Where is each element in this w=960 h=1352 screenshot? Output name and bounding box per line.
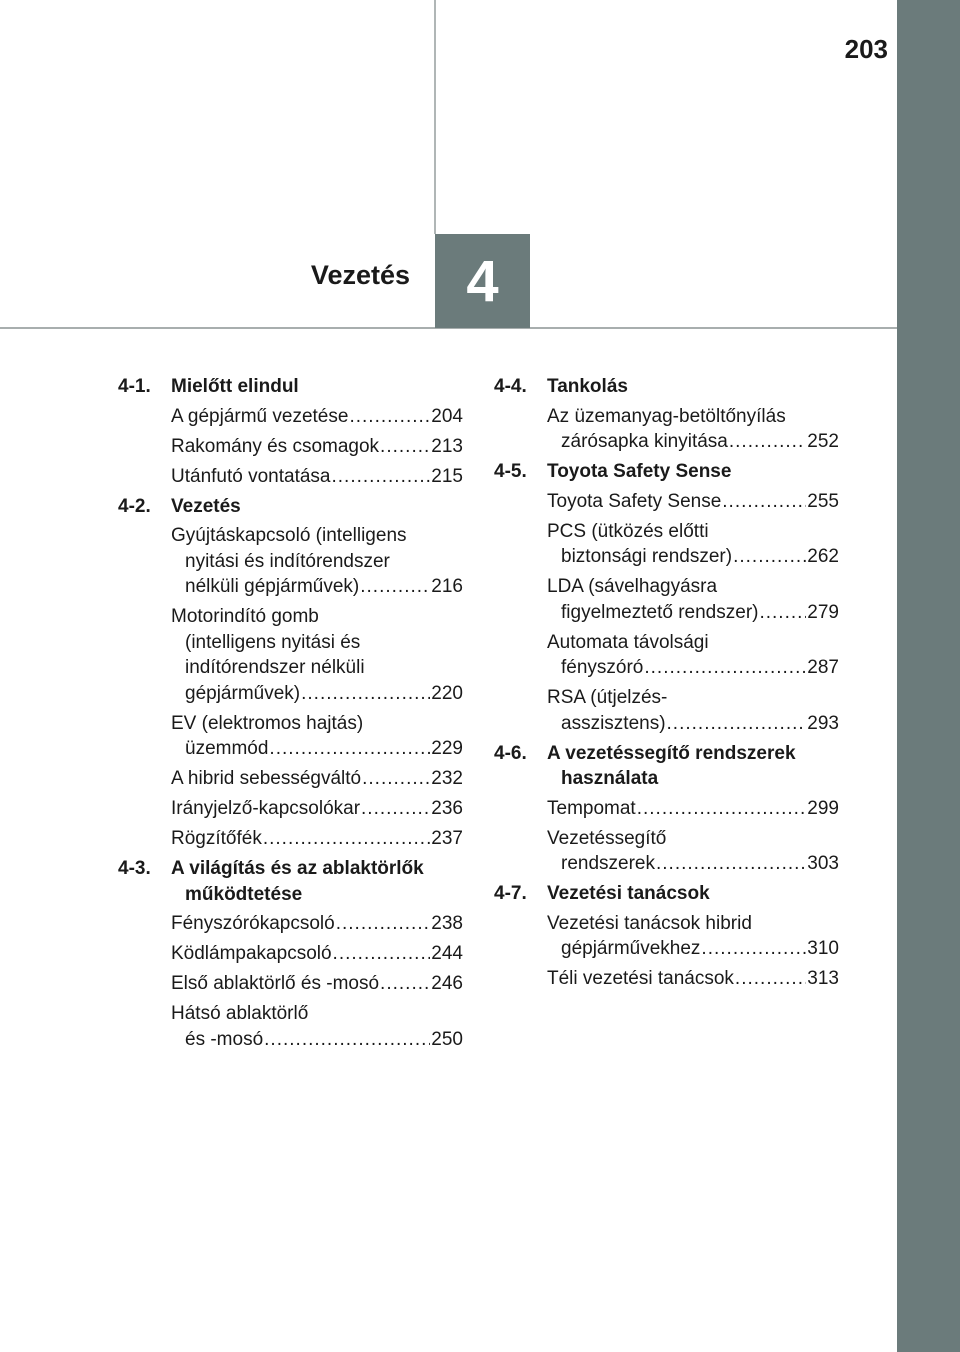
section-title-line: Vezetési tanácsok <box>547 883 710 904</box>
entry-page-number: 313 <box>807 968 839 989</box>
chapter-number: 4 <box>466 248 499 314</box>
section-number: 4-3. <box>118 858 151 879</box>
toc-entry[interactable] <box>171 464 463 490</box>
entry-text: PCS (ütközés előtti <box>547 520 709 542</box>
entry-text: (intelligens nyitási és <box>185 631 361 653</box>
toc-entry[interactable] <box>171 604 463 706</box>
section-title <box>547 374 839 400</box>
toc-section <box>494 741 839 877</box>
toc-entry[interactable] <box>547 826 839 877</box>
entry-last-line <box>547 489 839 515</box>
entry-text: Első ablaktörlő és -mosó <box>171 973 380 994</box>
leader-dots <box>362 766 430 792</box>
toc-right-column <box>494 374 839 996</box>
entry-text: Irányjelző-kapcsolókar <box>171 798 361 819</box>
section-heading <box>494 459 839 485</box>
entry-page-number: 238 <box>431 913 463 934</box>
entry-last-line <box>547 966 839 992</box>
entry-page-number: 244 <box>431 943 463 964</box>
entry-last-line <box>171 766 463 792</box>
leader-dots <box>722 489 806 515</box>
section-title-line: Vezetés <box>171 495 241 517</box>
leader-dots <box>263 826 430 852</box>
leader-dots <box>637 796 807 822</box>
entry-last-line <box>171 911 463 937</box>
entry-page-number: 250 <box>431 1028 463 1050</box>
toc-entry[interactable] <box>171 711 463 762</box>
section-title <box>547 741 839 792</box>
entry-text: LDA (sávelhagyásra <box>547 576 718 597</box>
section-heading <box>494 881 839 907</box>
entry-last-line <box>171 796 463 822</box>
entry-page-number: 310 <box>807 938 839 959</box>
entry-page-number: 204 <box>431 405 463 427</box>
entry-text: Tempomat <box>547 797 636 819</box>
entry-last-line <box>171 404 463 430</box>
side-tab-bar <box>897 0 960 1352</box>
leader-dots <box>656 851 806 877</box>
entry-text: Gyújtáskapcsoló (intelligens <box>171 525 407 546</box>
toc-entry[interactable] <box>171 434 463 460</box>
entry-text: RSA (útjelzés- <box>547 687 668 708</box>
leader-dots <box>361 796 430 822</box>
leader-dots <box>360 574 430 600</box>
chapter-number-box <box>435 234 530 328</box>
leader-dots <box>701 936 806 962</box>
leader-dots <box>735 966 806 992</box>
toc-entry[interactable] <box>547 685 839 736</box>
section-title-line: működtetése <box>185 883 303 905</box>
entry-page-number: 262 <box>807 546 839 567</box>
toc-entry[interactable] <box>547 519 839 570</box>
leader-dots <box>759 600 806 626</box>
entry-text: A hibrid sebességváltó <box>171 768 362 789</box>
entry-text: Ködlámpakapcsoló <box>171 943 332 964</box>
toc-entry[interactable] <box>171 766 463 792</box>
section-number: 4-5. <box>494 461 527 482</box>
leader-dots <box>301 681 430 707</box>
toc-section <box>118 494 463 852</box>
entry-last-line <box>547 851 839 877</box>
entry-text: Rakomány és csomagok <box>171 435 380 457</box>
section-title-line: Toyota Safety Sense <box>547 461 732 482</box>
section-title <box>171 494 463 520</box>
entry-page-number: 279 <box>807 601 839 623</box>
page-number: 203 <box>844 34 888 64</box>
entry-last-line <box>171 434 463 460</box>
section-title-line: A vezetéssegítő rendszerek <box>547 742 796 764</box>
entry-page-number: 299 <box>807 797 839 819</box>
entry-text: Toyota Safety Sense <box>547 490 722 512</box>
entry-last-line <box>171 1027 463 1053</box>
entry-last-line <box>171 464 463 490</box>
entry-text: nyitási és indítórendszer <box>185 550 390 572</box>
entry-last-line <box>547 544 839 570</box>
section-title <box>171 374 463 400</box>
section-number: 4-6. <box>494 742 527 764</box>
entry-text: asszisztens) <box>561 712 666 734</box>
toc-section <box>494 374 839 455</box>
entry-text: fényszóró <box>561 657 644 678</box>
leader-dots <box>349 404 430 430</box>
toc-entry[interactable] <box>547 966 839 992</box>
entry-page-number: 255 <box>807 490 839 512</box>
toc-entry[interactable] <box>171 911 463 937</box>
entry-text: EV (elektromos hajtás) <box>171 712 364 734</box>
leader-dots <box>264 1027 430 1053</box>
entry-text: Téli vezetési tanácsok <box>547 968 734 989</box>
entry-text: zárósapka kinyitása <box>561 431 728 452</box>
entry-last-line <box>171 574 463 600</box>
entry-page-number: 293 <box>807 712 839 734</box>
toc-entry[interactable] <box>547 489 839 515</box>
entry-last-line <box>547 711 839 737</box>
section-heading <box>494 374 839 400</box>
entry-last-line <box>171 736 463 762</box>
entry-page-number: 252 <box>807 431 839 452</box>
toc-section <box>118 374 463 489</box>
toc-entry[interactable] <box>547 574 839 625</box>
section-heading <box>494 741 839 792</box>
toc-entry[interactable] <box>547 630 839 681</box>
section-title-line: Mielőtt elindul <box>171 376 299 397</box>
entry-text: Fényszórókapcsoló <box>171 913 335 934</box>
section-number: 4-2. <box>118 495 151 517</box>
entry-text: gépjárművekhez <box>561 938 701 959</box>
entry-text: gépjárművek) <box>185 682 301 704</box>
entry-last-line <box>171 826 463 852</box>
section-number: 4-1. <box>118 376 151 397</box>
toc-entry[interactable] <box>547 796 839 822</box>
entry-page-number: 232 <box>431 768 463 789</box>
leader-dots <box>380 971 430 997</box>
entry-page-number: 287 <box>807 657 839 678</box>
leader-dots <box>269 736 430 762</box>
toc-entry[interactable] <box>171 971 463 997</box>
entry-last-line <box>547 600 839 626</box>
entry-text: és -mosó <box>185 1028 264 1050</box>
entry-text: biztonsági rendszer) <box>561 546 733 567</box>
entry-text: üzemmód <box>185 738 269 759</box>
entry-text: A gépjármű vezetése <box>171 405 349 427</box>
toc-entry[interactable] <box>171 523 463 600</box>
toc-entry[interactable] <box>171 1001 463 1052</box>
section-title <box>547 459 839 485</box>
toc-entry[interactable] <box>547 911 839 962</box>
toc-entry[interactable] <box>171 404 463 430</box>
section-number: 4-4. <box>494 376 527 397</box>
toc-entry[interactable] <box>171 796 463 822</box>
entry-last-line <box>171 681 463 707</box>
section-heading <box>118 856 463 907</box>
entry-last-line <box>171 971 463 997</box>
entry-text: Az üzemanyag-betöltőnyílás <box>547 405 786 427</box>
entry-page-number: 236 <box>431 798 463 819</box>
leader-dots <box>667 711 807 737</box>
leader-dots <box>380 434 430 460</box>
leader-dots <box>733 544 806 570</box>
entry-text: Motorindító gomb <box>171 606 319 627</box>
entry-last-line <box>547 655 839 681</box>
entry-page-number: 246 <box>431 973 463 994</box>
leader-dots <box>332 464 431 490</box>
section-number: 4-7. <box>494 883 527 904</box>
section-title-line: Tankolás <box>547 376 628 397</box>
entry-page-number: 237 <box>431 828 463 849</box>
toc-left-column <box>118 374 463 1057</box>
entry-text: Vezetési tanácsok hibrid <box>547 912 752 934</box>
entry-text: Rögzítőfék <box>171 828 262 849</box>
entry-text: Utánfutó vontatása <box>171 465 331 487</box>
entry-text: figyelmeztető rendszer) <box>561 601 759 623</box>
toc-section <box>494 459 839 736</box>
leader-dots <box>336 911 431 937</box>
leader-dots <box>729 429 806 455</box>
entry-text: rendszerek <box>561 853 655 874</box>
section-title <box>171 856 463 907</box>
entry-page-number: 216 <box>431 576 463 597</box>
entry-text: Hátsó ablaktörlő <box>171 1003 309 1024</box>
entry-last-line <box>171 941 463 967</box>
toc-section <box>494 881 839 992</box>
entry-text: Automata távolsági <box>547 631 709 653</box>
entry-page-number: 213 <box>431 435 463 457</box>
section-title-line: használata <box>561 768 659 789</box>
entry-text: indítórendszer nélküli <box>185 657 365 678</box>
entry-text: nélküli gépjárművek) <box>185 576 360 597</box>
toc-entry[interactable] <box>547 404 839 455</box>
entry-page-number: 229 <box>431 738 463 759</box>
chapter-title: Vezetés <box>310 260 410 290</box>
toc-section <box>118 856 463 1052</box>
entry-last-line <box>547 429 839 455</box>
section-heading <box>118 374 463 400</box>
leader-dots <box>333 941 431 967</box>
entry-last-line <box>547 796 839 822</box>
leader-dots <box>644 655 806 681</box>
toc-entry[interactable] <box>171 941 463 967</box>
entry-last-line <box>547 936 839 962</box>
section-title <box>547 881 839 907</box>
entry-page-number: 220 <box>431 682 463 704</box>
toc-entry[interactable] <box>171 826 463 852</box>
entry-text: Vezetéssegítő <box>547 827 667 849</box>
entry-page-number: 303 <box>807 853 839 874</box>
section-heading <box>118 494 463 520</box>
entry-page-number: 215 <box>431 465 463 487</box>
section-title-line: A világítás és az ablaktörlők <box>171 858 424 879</box>
vertical-divider <box>434 0 436 234</box>
